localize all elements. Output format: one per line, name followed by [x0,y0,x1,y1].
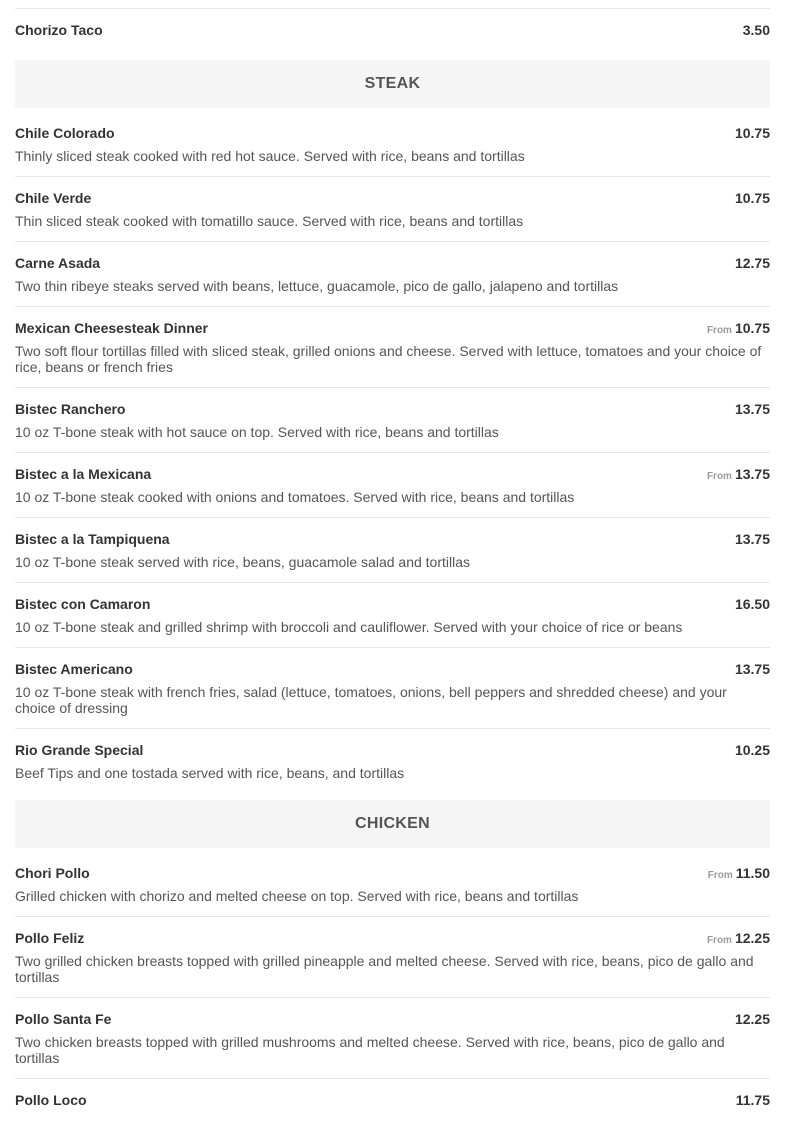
menu-item-price-wrap [735,531,770,547]
menu-item-price: 3.50 [742,22,770,38]
menu-item-name: Mexican Cheesesteak Dinner [15,320,208,336]
menu-item[interactable] [15,857,770,917]
menu-item-header [15,531,770,548]
menu-item-description: 10 oz T-bone steak served with rice, beans, guacamole salad and tortillas [15,554,470,570]
menu-item-price: 13.75 [734,401,770,417]
menu-item-header [15,255,770,272]
menu-item-name: Bistec con Camaron [15,596,151,612]
menu-item-name: Chile Verde [15,190,92,206]
menu-item[interactable] [15,648,770,729]
menu-item[interactable] [15,388,770,453]
menu-item-name: Bistec Ranchero [15,401,126,417]
menu-item-price-wrap [735,401,770,417]
menu-item[interactable] [15,518,770,583]
menu-item-price: 12.25 [734,930,770,946]
menu-item-name: Rio Grande Special [15,742,144,758]
price-from-label: From [706,325,732,336]
menu-item-description: Two chicken breasts topped with grilled mushrooms and melted cheese. Served with rice, beans, pico de gallo and tortillas [15,1034,725,1066]
menu-item-price-wrap [735,255,770,271]
menu-item-name: Pollo Santa Fe [15,1011,112,1027]
price-from-label: From [706,471,732,482]
menu-item-price-wrap [735,596,770,612]
menu-item-price-wrap [735,661,770,677]
menu-item-price-wrap [735,190,770,206]
menu-item-name: Pollo Feliz [15,930,85,946]
menu-item-price: 10.75 [734,190,770,206]
menu-item-header [15,1092,770,1109]
menu-item-price: 13.75 [734,531,770,547]
menu-item-price-wrap [735,742,770,758]
menu-item[interactable] [15,917,770,998]
menu-item-header [15,596,770,613]
menu-item-header [15,320,770,337]
menu-item-header [15,22,770,39]
menu-list [15,8,770,1121]
menu-item-price: 12.75 [734,255,770,271]
menu-item-description: 10 oz T-bone steak and grilled shrimp with broccoli and cauliflower. Served with your choice of rice or beans [15,619,683,635]
menu-item-header [15,930,770,947]
menu-item-description: 10 oz T-bone steak with french fries, salad (lettuce, tomatoes, onions, bell peppers and shredded cheese) and your choice of dressing [15,684,727,716]
menu-item-price: 10.75 [734,320,770,336]
menu-sections [15,60,770,1121]
menu-item-name: Bistec a la Tampiquena [15,531,170,547]
menu-item-price: 16.50 [734,596,770,612]
menu-item-description: Two grilled chicken breasts topped with grilled pineapple and melted cheese. Served with rice, beans, pico de gallo and tortillas [15,953,754,985]
menu-item-name: Chile Colorado [15,125,115,141]
menu-item-description: 10 oz T-bone steak with hot sauce on top. Served with rice, beans and tortillas [15,424,499,440]
menu-item[interactable] [15,998,770,1079]
menu-item-price: 11.75 [735,1092,770,1108]
menu-item-price-wrap [708,865,770,881]
section-header-steak [15,60,770,108]
menu-item[interactable] [15,242,770,307]
menu-item-description: Thin sliced steak cooked with tomatillo sauce. Served with rice, beans and tortillas [15,213,524,229]
menu-item-price-wrap [743,22,770,38]
menu-item-header [15,401,770,418]
menu-item[interactable] [15,1079,770,1121]
menu-item-header [15,661,770,678]
menu-item-header [15,466,770,483]
menu-item-price: 13.75 [734,466,770,482]
menu-item-price: 13.75 [734,661,770,677]
menu-item-description: Grilled chicken with chorizo and melted cheese on top. Served with rice, beans and tortillas [15,888,579,904]
menu-item-name: Bistec a la Mexicana [15,466,152,482]
menu-item[interactable] [15,177,770,242]
menu-item-name: Bistec Americano [15,661,133,677]
menu-item-name: Chorizo Taco [15,22,103,38]
menu-item-price: 10.75 [734,125,770,141]
menu-item-header [15,1011,770,1028]
menu-item[interactable] [15,9,770,53]
menu-item-price-wrap [735,125,770,141]
menu-item[interactable] [15,117,770,177]
menu-item-price: 12.25 [734,1011,770,1027]
section-title: CHICKEN [355,815,430,832]
menu-item-header [15,190,770,207]
section-title: STEAK [364,75,421,92]
menu-item[interactable] [15,453,770,518]
menu-item[interactable] [15,729,770,793]
menu-item-description: Beef Tips and one tostada served with rice, beans, and tortillas [15,765,405,781]
price-from-label: From [706,935,732,946]
menu-item-price-wrap [707,930,770,946]
menu-item-name: Chori Pollo [15,865,90,881]
menu-item-price-wrap [707,466,770,482]
section-header-chicken [15,800,770,848]
menu-item-price: 10.25 [734,742,770,758]
menu-item-price-wrap [707,320,770,336]
menu-item-header [15,742,770,759]
menu-item-description: Thinly sliced steak cooked with red hot sauce. Served with rice, beans and tortillas [15,148,525,164]
menu-item-name: Carne Asada [15,255,101,271]
menu-item-description: 10 oz T-bone steak cooked with onions and tomatoes. Served with rice, beans and tortillas [15,489,575,505]
menu-item-header [15,865,770,882]
menu-item-name: Pollo Loco [15,1092,87,1108]
menu-item-description: Two soft flour tortillas filled with sliced steak, grilled onions and cheese. Served with lettuce, tomatoes and your choice of rice, beans or french fries [15,343,762,375]
menu-item-description: Two thin ribeye steaks served with beans, lettuce, guacamole, pico de gallo, jalapeno and tortillas [15,278,619,294]
menu-item-price-wrap [735,1011,770,1027]
menu-item-header [15,125,770,142]
menu-item[interactable] [15,583,770,648]
menu-item-price-wrap [736,1092,770,1108]
price-from-label: From [707,870,733,881]
menu-item-price: 11.50 [735,865,770,881]
menu-item[interactable] [15,307,770,388]
